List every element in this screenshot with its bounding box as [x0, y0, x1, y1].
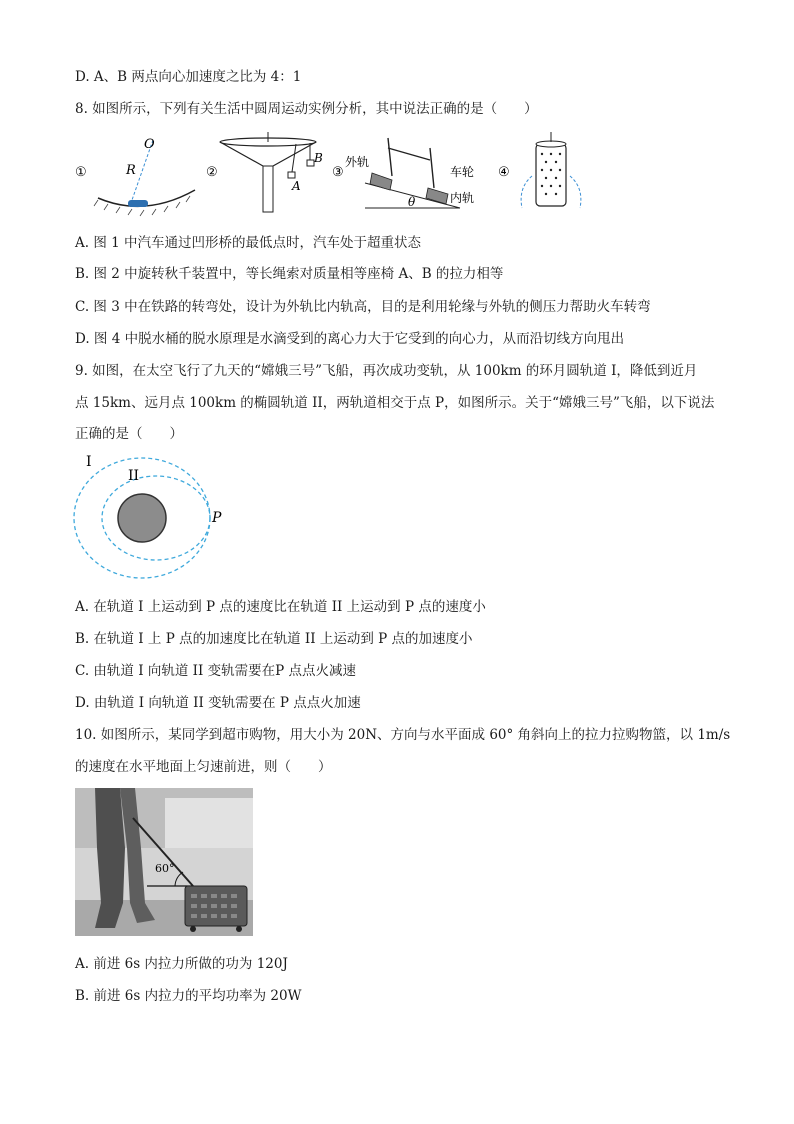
q8-option-c: C. 图 3 中在铁路的转弯处，设计为外轨比内轨高，目的是利用轮缘与外轨的侧压力帮助火车转弯: [75, 299, 651, 315]
fig1-R-label: R: [126, 163, 136, 178]
q10-stem-line1: 10. 如图所示，某同学到超市购物，用大小为 20N、方向与水平面成 60° 角斜向上的拉力拉购物篮，以 1m/s: [75, 727, 731, 743]
fig3-wheel: 车轮: [450, 165, 475, 179]
point-P-label: P: [212, 510, 222, 526]
angle-label: 60°: [155, 862, 175, 875]
q9-stem-line2: 点 15km、远月点 100km 的椭圆轨道 II，两轨道相交于点 P，如图所示。关于“嫦娥三号”飞船，以下说法: [75, 395, 715, 411]
q9-stem-line1: 9. 如图，在太空飞行了九天的“嫦娥三号”飞船，再次成功变轨，从 100km 的环月圆轨道 I，降低到近月: [75, 363, 698, 379]
moon-icon: [118, 494, 166, 542]
fig3-marker: ③: [332, 165, 344, 180]
q8-figures: [70, 128, 630, 220]
q8-option-a: A. 图 1 中汽车通过凹形桥的最低点时，汽车处于超重状态: [75, 235, 422, 251]
q10-photo: [75, 788, 253, 936]
q8-option-b: B. 图 2 中旋转秋千装置中，等长绳索对质量相等座椅 A、B 的拉力相等: [75, 266, 504, 282]
q9-option-c: C. 由轨道 I 向轨道 II 变轨需要在P 点点火减速: [75, 663, 356, 679]
fig3-inner-rail: 内轨: [450, 191, 475, 205]
q10-option-a: A. 前进 6s 内拉力所做的功为 120J: [75, 956, 288, 972]
fig1-O-label: O: [144, 137, 155, 152]
q9-orbit-figure: [70, 452, 240, 582]
fig1-concave-bridge: [94, 137, 195, 216]
fig1-marker: ①: [75, 165, 87, 180]
q9-option-a: A. 在轨道 I 上运动到 P 点的速度比在轨道 II 上运动到 P 点的速度小: [75, 599, 486, 615]
q9-option-b: B. 在轨道 I 上 P 点的加速度比在轨道 II 上运动到 P 点的加速度小: [75, 631, 473, 647]
q9-option-d: D. 由轨道 I 向轨道 II 变轨需要在 P 点点火加速: [75, 695, 361, 711]
q7-option-d: D. A、B 两点向心加速度之比为 4：1: [75, 69, 302, 85]
fig3-outer-rail: 外轨: [345, 155, 370, 169]
q8-option-d: D. 图 4 中脱水桶的脱水原理是水滴受到的离心力大于它受到的向心力，从而沿切线方向甩出: [75, 331, 625, 347]
fig3-theta: θ: [408, 195, 416, 209]
fig4-marker: ④: [498, 165, 510, 180]
fig2-B-label: B: [314, 151, 323, 165]
q8-stem: 8. 如图所示，下列有关生活中圆周运动实例分析，其中说法正确的是（ ）: [75, 101, 538, 117]
q10-option-b: B. 前进 6s 内拉力的平均功率为 20W: [75, 988, 302, 1004]
fig3-railway-curve: [345, 138, 474, 209]
q9-stem-line3: 正确的是（ ）: [75, 426, 183, 442]
q10-stem-line2: 的速度在水平地面上匀速前进，则（ ）: [75, 759, 332, 775]
orbit-II-label: II: [128, 468, 140, 484]
fig2-A-label: A: [292, 179, 301, 193]
fig4-spin-dryer: [521, 132, 581, 208]
car-icon: [128, 200, 148, 207]
fig2-marker: ②: [206, 165, 218, 180]
orbit-I-label: I: [86, 454, 92, 470]
fig2-rotating-swing: [220, 132, 323, 212]
